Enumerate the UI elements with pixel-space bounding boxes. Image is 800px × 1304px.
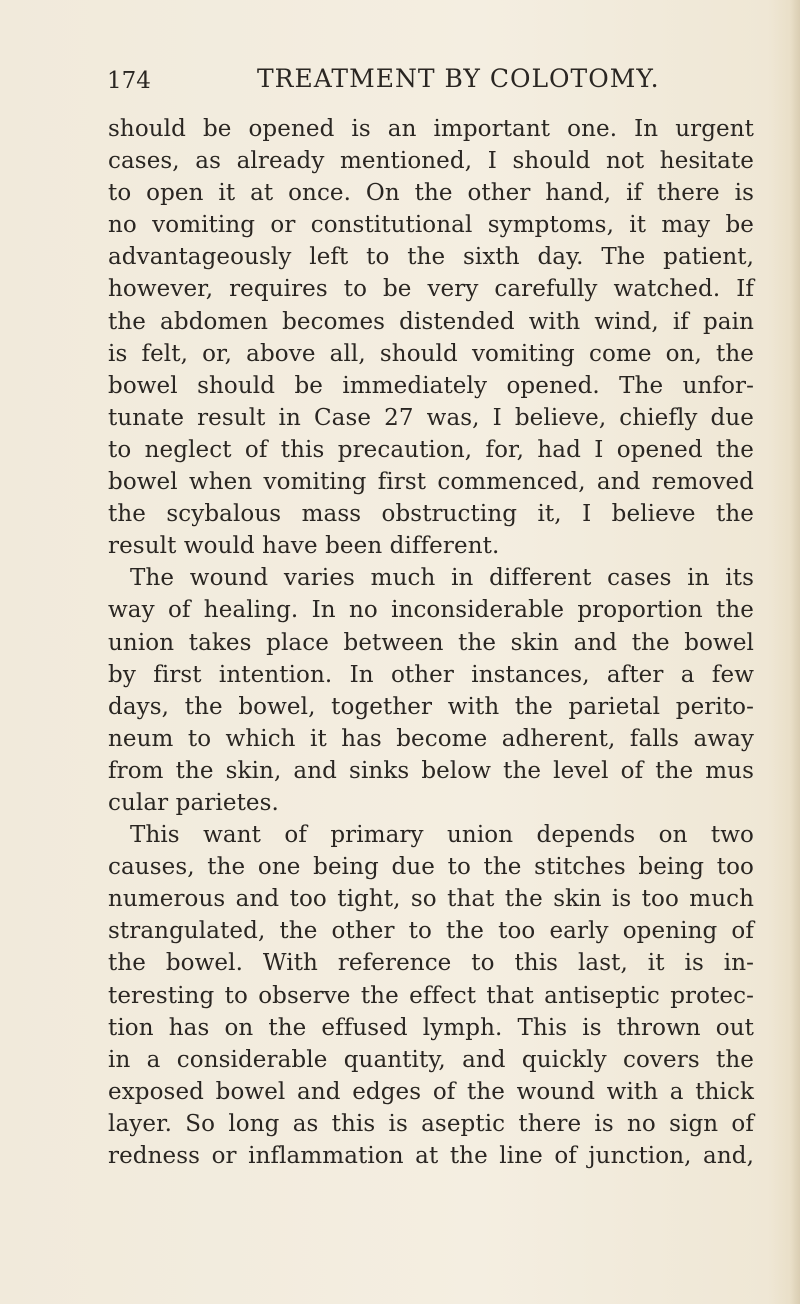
body-text	[108, 113, 754, 1172]
text-line: causes, the one being due to the stitches being too	[108, 854, 754, 881]
text-line: The wound varies much in different cases in its	[130, 565, 754, 592]
text-line: strangulated, the other to the too early opening of	[108, 918, 754, 945]
text-line: to neglect of this precaution, for, had I opened the	[108, 436, 754, 463]
text-line: however, requires to be very carefully watched. If	[108, 276, 754, 303]
text-line: to open it at once. On the other hand, if there is	[108, 180, 754, 207]
text-line: teresting to observe the effect that antiseptic protec-	[108, 982, 754, 1009]
text-line: tion has on the effused lymph. This is thrown out	[108, 1014, 754, 1041]
text-line: way of healing. In no inconsiderable proportion the	[108, 597, 754, 624]
text-line: This want of primary union depends on two	[130, 822, 754, 849]
text-line: by first intention. In other instances, after a few	[108, 661, 754, 688]
text-line: bowel when vomiting first commenced, and removed	[108, 469, 754, 496]
text-line: tunate result in Case 27 was, I believe, chiefly due	[108, 404, 754, 431]
text-line: cases, as already mentioned, I should not hesitate	[108, 148, 754, 175]
text-line: numerous and too tight, so that the skin is too much	[108, 886, 754, 913]
text-line: bowel should be immediately opened. The unfor-	[108, 372, 754, 399]
running-head	[107, 64, 667, 100]
text-line: is felt, or, above all, should vomiting come on, the	[108, 340, 754, 367]
text-line: neum to which it has become adherent, falls away	[108, 725, 754, 752]
text-line: in a considerable quantity, and quickly covers the	[108, 1046, 754, 1073]
text-line: layer. So long as this is aseptic there is no sign of	[108, 1110, 754, 1137]
page-number: 174	[107, 68, 151, 94]
text-line: no vomiting or constitutional symptoms, it may be	[108, 212, 754, 239]
text-line: the scybalous mass obstructing it, I believe the	[108, 501, 754, 528]
text-line: from the skin, and sinks below the level of the mus	[108, 757, 754, 784]
page-edge-shadow	[790, 0, 800, 1304]
text-line: should be opened is an important one. In urgent	[108, 116, 754, 142]
text-line: redness or inflammation at the line of junction, and,	[108, 1143, 754, 1169]
text-line: the bowel. With reference to this last, it is in-	[108, 950, 754, 977]
text-line: union takes place between the skin and the bowel	[108, 629, 754, 656]
text-line: cular parietes.	[108, 789, 279, 816]
text-line: advantageously left to the sixth day. The patient,	[108, 244, 754, 271]
text-line: the abdomen becomes distended with wind, if pain	[108, 308, 754, 335]
running-title: TREATMENT BY COLOTOMY.	[257, 64, 660, 93]
text-line: result would have been different.	[108, 533, 500, 560]
text-line: exposed bowel and edges of the wound with a thick	[108, 1078, 754, 1105]
text-line: days, the bowel, together with the parietal perito-	[108, 693, 754, 720]
